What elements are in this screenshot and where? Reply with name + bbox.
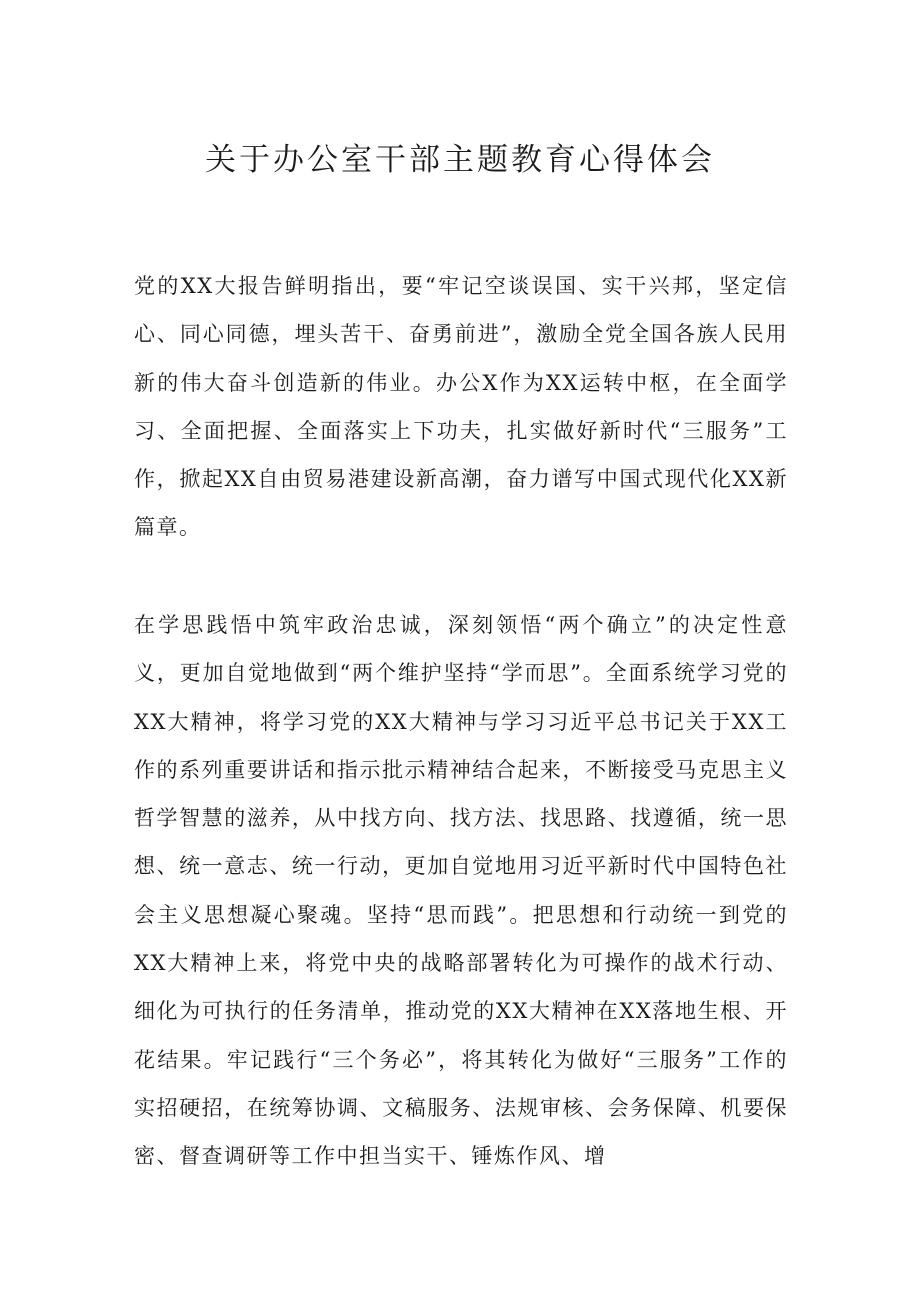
paragraph-1: 党的XX大报告鲜明指出，要“牢记空谈误国、实干兴邦，坚定信心、同心同德，埋头苦干、奋勇前进”，激励全党全国各族人民用新的伟大奋斗创造新的伟业。办公X作为XX运转中枢，在全面学习、全面把握、全面落实上下功夫，扎实做好新时代“三服务”工作，掀起XX自由贸易港建设新高潮，奋力谱写中国式现代化XX新篇章。 (134, 274, 788, 540)
document-title: 关于办公室干部主题教育心得体会 (205, 142, 715, 178)
paragraph-2: 在学思践悟中筑牢政治忠诚，深刻领悟“两个确立”的决定性意义，更加自觉地做到“两个维护坚持“学而思”。全面系统学习党的XX大精神，将学习党的XX大精神与学习习近平总书记关于XX工作的系列重要讲话和指示批示精神结合起来，不断接受马克思主义哲学智慧的滋养，从中找方向、找方法、找思路、找遵循，统一思想、统一意志、统一行动，更加自觉地用习近平新时代中国特色社会主义思想凝心聚魂。坚持“思而践”。把思想和行动统一到党的XX大精神上来，将党中央的战略部署转化为可操作的战术行动、细化为可执行的任务清单，推动党的XX大精神在XX落地生根、开花结果。牢记践行“三个务必”，将其转化为做好“三服务”工作的实招硬招，在统筹协调、文稿服务、法规审核、会务保障、机要保密、督查调研等工作中担当实干、锤炼作风、增 (134, 613, 788, 1169)
